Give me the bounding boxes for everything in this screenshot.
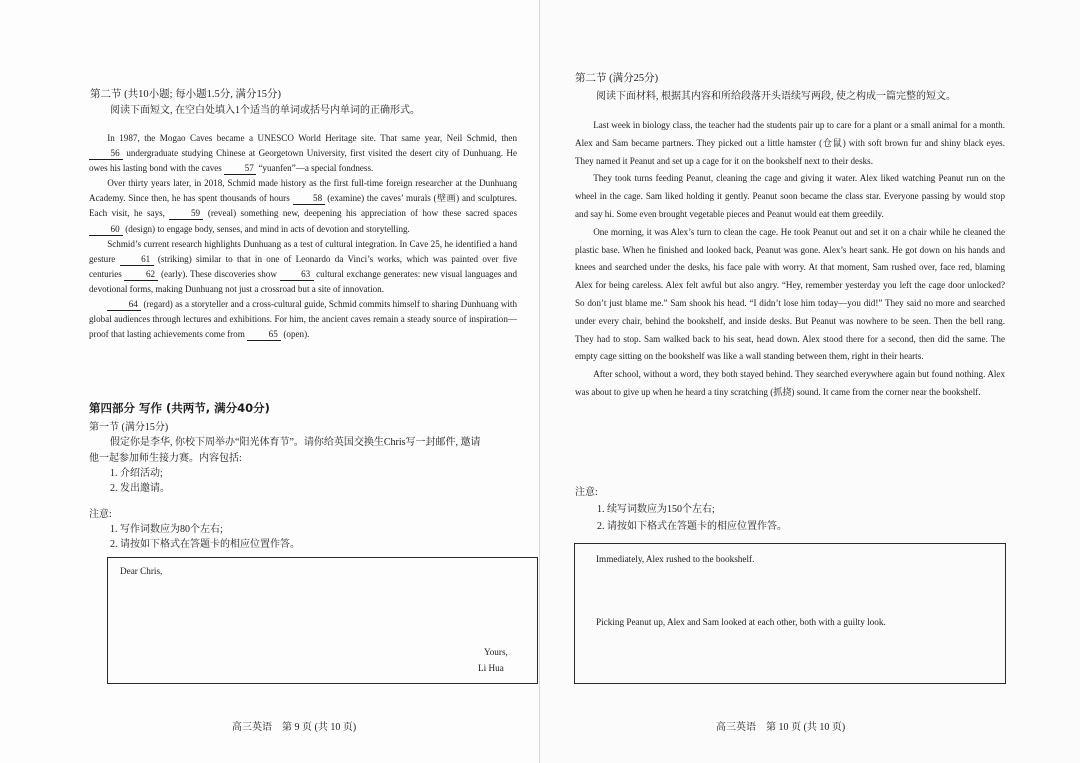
continuation-answer-box[interactable] [574,543,1006,684]
blank-62[interactable]: 62 [124,269,158,281]
section2-header: 第二节 (共10小题; 每小题1.5分, 满分15分) [90,89,282,100]
blank-56[interactable]: 56 [89,148,123,160]
continuation-opening-line-1: Immediately, Alex rushed to the bookshelf. [596,554,755,564]
continuation-note-1: 1. 续写词数应为150个左右; [597,504,715,515]
section2-instruction: 阅读下面短文, 在空白处填入1个适当的单词或括号内单词的正确形式。 [110,105,420,116]
section1-prompt-line2: 他一起参加师生接力赛。内容包括: [89,453,242,464]
story-paragraph-2: They took turns feeding Peanut, cleaning the cage and giving it water. Alex liked watching Peanut run on the wheel in the cage. Sam liked holding it gently. Peanut soon became the class star. Everyone passing by would stop and say hi. Some even brought vegetable pieces and Peanut would eat them greedily. [575,173,1005,219]
continuation-instruction: 阅读下面材料, 根据其内容和所给段落开头语续写两段, 使之构成一篇完整的短文。 [596,91,956,102]
part4-title: 第四部分 写作 (共两节, 满分40分) [89,401,270,415]
continuation-opening-line-2: Picking Peanut up, Alex and Sam looked at each other, both with a guilty look. [596,617,886,627]
note-label: 注意: [89,509,112,520]
letter-closing: Yours, [484,647,508,657]
passage-paragraph-2: Over thirty years later, in 2018, Schmid made history as the first full-time foreign researcher at the Dunhuang Academy. Since then, he has spent thousands of hours 58 (examine) the caves’ murals (壁画) and sculptures. Each visit, he says, 59 (reveal) something new, deepening his appreciation of how these sacred spaces 60 (design) to engage body, senses, and mind in acts of devotion and storytelling. [89,178,517,234]
blank-58[interactable]: 58 [293,193,325,205]
section1-item-2: 2. 发出邀请。 [110,483,170,494]
story-paragraph-3: One morning, it was Alex’s turn to clean the cage. He took Peanut out and set it on a chair while he cleaned the plastic base. When he finished and looked back, Peanut was gone. Alex’s heart sank. He got down on his hands and knees and searched under the desks, his face pale with worry. At that moment, Sam rushed over, face red, blaming Alex for being careless. Alex felt awful but also angry. “Hey, remember yesterday you left the cage door unlocked? So don’t just blame me.” Sam shook his head. “I didn’t lose him today—you did!” They said no more and searched under every chair, behind the bookshelf, and inside desks. But Peanut was nowhere to be seen. Then the bell rang. They had to stop. Sam walked back to his seat, head down. Alex stood there for a second, then did the same. The empty cage sitting on the bookshelf was like a wall standing between them, right in their hearts. [575,226,1005,362]
section1-prompt-line1: 假定你是李华, 你校下周举办“阳光体育节”。请你给英国交换生Chris写一封邮件, 邀请 [110,437,481,448]
blank-59[interactable]: 59 [169,208,203,220]
page-footer-right: 高三英语 第 10 页 (共 10 页) [716,722,846,733]
right-page [540,0,1080,763]
blank-57[interactable]: 57 [224,163,256,175]
passage-paragraph-1: In 1987, the Mogao Caves became a UNESCO World Heritage site. That same year, Neil Schmid, then 56 undergraduate studying Chinese at Georgetown University, first visited the desert city of Dunhuang. He owes his lasting bond with the caves 57 “yuanfen”—a special fondness. [89,133,517,174]
blank-60[interactable]: 60 [89,224,123,236]
blank-63[interactable]: 63 [280,269,314,281]
letter-greeting: Dear Chris, [120,566,163,576]
continuation-note-label: 注意: [575,487,598,498]
blank-65[interactable]: 65 [247,329,281,341]
section1-header: 第一节 (满分15分) [89,422,169,433]
passage [89,131,517,342]
passage-paragraph-3: Schmid’s current research highlights Dunhuang as a test of cultural integration. In Cave 25, he identified a hand gesture 61 (striking) similar to that in one of Leonardo da Vinci’s works, which was painted over five centuries 62 (early). These discoveries show 63 cultural exchange generates: new visual languages and devotional forms, making Dunhuang not just a crossroad but a site of innovation. [89,238,517,294]
passage-paragraph-4: 64 (regard) as a storyteller and a cross-cultural guide, Schmid commits himself to sharing Dunhuang with global audiences through lectures and exhibitions. For him, the ancient caves remain a steady source of inspiration—proof that lasting achievements come from 65 (open). [89,299,517,340]
note-2: 2. 请按如下格式在答题卡的相应位置作答。 [110,539,300,550]
story-paragraph-4: After school, without a word, they both stayed behind. They searched everywhere again but found nothing. Alex was about to give up when he heard a tiny scratching (抓挠) sound. It came from the corner near the bookshelf. [575,369,1005,397]
note-1: 1. 写作词数应为80个左右; [110,524,223,535]
story [575,117,1005,402]
page-footer-left: 高三英语 第 9 页 (共 10 页) [232,722,357,733]
continuation-section-header: 第二节 (满分25分) [575,73,659,84]
letter-answer-box[interactable] [107,557,538,684]
letter-signature: Li Hua [478,663,504,673]
blank-61[interactable]: 61 [120,254,154,266]
story-paragraph-1: Last week in biology class, the teacher had the students pair up to care for a plant or a small animal for a month. Alex and Sam became partners. They picked out a little hamster (仓鼠) with soft brown fur and shiny black eyes. They named it Peanut and set up a cage for it on the bookshelf next to their desks. [575,120,1005,166]
section1-item-1: 1. 介绍活动; [110,468,163,479]
blank-64[interactable]: 64 [107,299,141,311]
continuation-note-2: 2. 请按如下格式在答题卡的相应位置作答。 [597,521,787,532]
